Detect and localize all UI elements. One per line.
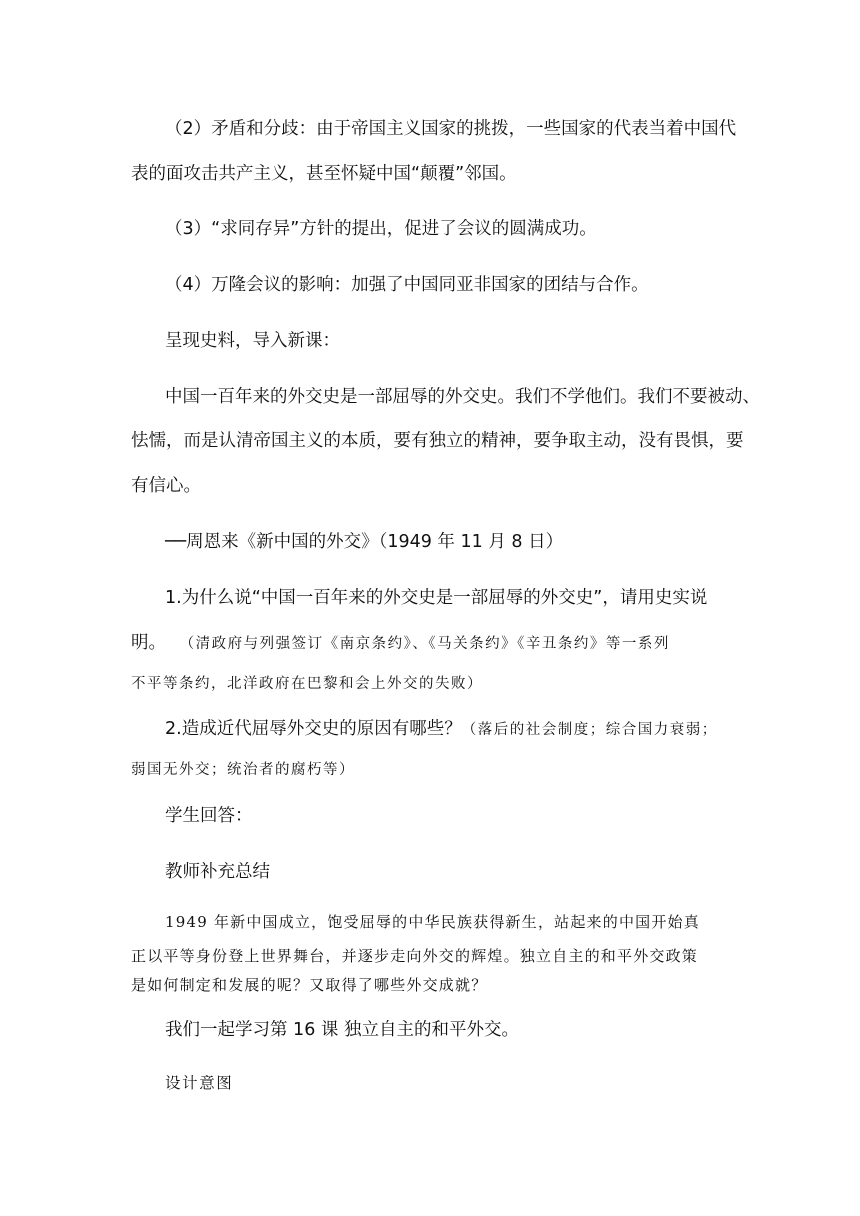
quote-line1: 中国一百年来的外交史是一部屈辱的外交史。我们不学他们。我们不要被动、 [165,387,760,407]
paragraph-contradiction-line2: 表的面攻击共产主义，甚至怀疑中国“颠覆”邻国。 [131,164,517,184]
question2-answer-note-line2: 弱国无外交；统治者的腐朽等） [131,762,355,778]
question1-tail: 明。 [131,633,166,653]
question2-line1 [0,717,860,742]
paragraph-contradiction-line1: （2）矛盾和分歧：由于帝国主义国家的挑拨，一些国家的代表当着中国代 [165,119,737,139]
lesson-intro: 我们一起学习第 16 课 独立自主的和平外交。 [165,1020,519,1040]
summary-line3: 是如何制定和发展的呢？又取得了哪些外交成就？ [131,976,488,994]
summary-line2: 正以平等身份登上世界舞台，并逐步走向外交的辉煌。独立自主的和平外交政策 [131,947,699,965]
summary-line1: 1949 年新中国成立，饱受屈辱的中华民族获得新生，站起来的中国开始真 [165,913,700,931]
paragraph-present-material: 呈现史料，导入新课： [165,331,340,351]
student-answer-label: 学生回答： [165,806,253,826]
question2-answer-note: （落后的社会制度；综合国力衰弱； [461,722,718,738]
question1-line2 [0,631,860,656]
quote-source: ──周恩来《新中国的外交》（1949 年 11 月 8 日） [165,532,564,552]
paragraph-bandung-impact: （4）万隆会议的影响：加强了中国同亚非国家的团结与合作。 [165,275,649,295]
question1-answer-note: （清政府与列强签订《南京条约》、《马关条约》《辛丑条约》等一系列 [179,636,670,652]
design-intent-heading: 设计意图 [165,1074,234,1092]
quote-line3: 有信心。 [131,476,201,496]
paragraph-seek-common-ground: （3）“求同存异”方针的提出，促进了会议的圆满成功。 [165,219,597,239]
quote-line2: 怯懦，而是认清帝国主义的本质，要有独立的精神，要争取主动，没有畏惧，要 [131,431,744,451]
question2-text: 2.造成近代屈辱外交史的原因有哪些？ [165,719,462,739]
question1-line1: 1.为什么说“中国一百年来的外交史是一部屈辱的外交史”，请用史实说 [165,588,708,608]
teacher-summary-heading: 教师补充总结 [165,862,270,882]
question1-answer-note-line2: 不平等条约，北洋政府在巴黎和会上外交的失败） [131,676,483,692]
